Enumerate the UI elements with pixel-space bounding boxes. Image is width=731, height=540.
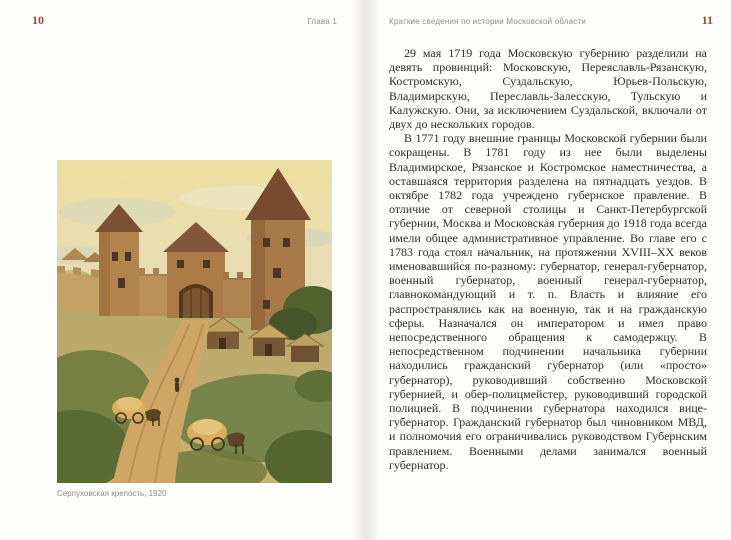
page-right xyxy=(365,0,731,540)
paragraph-1: 29 мая 1719 года Московскую губернию разделили на девять провинций: Московскую, Переяславль-Рязанскую, Костромскую, Суздальскую, Юрьев-Польскую, Владимирскую, Переславль-Залесскую, Тульскую и Калужскую. Они, за исключением Суздальской, включали от двух до нескольких городов. xyxy=(389,46,707,132)
left-page-header xyxy=(0,13,365,28)
body-text-column xyxy=(389,46,707,472)
page-left xyxy=(0,0,365,540)
right-page-header xyxy=(365,13,731,28)
right-running-head: Краткие сведения по истории Московской области xyxy=(389,17,587,26)
illustration-caption: Серпуховская крепость, 1920 xyxy=(57,489,167,498)
left-running-head: Глава 1 xyxy=(307,17,337,26)
fortress-painting-graphic xyxy=(57,160,332,483)
left-page-number: 10 xyxy=(32,13,44,27)
right-page-number: 11 xyxy=(701,13,713,27)
fortress-illustration xyxy=(57,160,332,498)
paragraph-2: В 1771 году внешние границы Московской губернии были сокращены. В 1781 году из нее были выделены Владимирское, Рязанское и Костромское наместничества, а оставшаяся территория разделена на пятнадцать уездов. В октябре 1782 года учреждено губернское правление. В отличие от северной столицы и Санкт-Петербургской губернии, Москва и Московская губерния до 1918 года всегда имели общее административное управление. Во главе его с 1783 года стоял начальник, на протяжении XVIII–XX веков именовавшийся по-разному: губернатор, генерал-губернатор, военный губернатор, военный генерал-губернатор, главнокомандующий и т. п. Власть и влияние его распространялись как на военную, так и на гражданскую сферы. Назначался он императором и имел право непосредственного обращения к самодержцу. В непосредственном подчинении начальника губернии находились гражданский губернатор (или «просто» губернатор), руководивший собственно Московской губернией, и обер-полицмейстер, руководивший городской полицией. В подчинении губернатора находился вице-губернатор. Гражданский губернатор был чиновником МВД, и полномочия его ограничивались руководством Губернским правлением. Военными делами занимался военный губернатор. xyxy=(389,131,707,472)
